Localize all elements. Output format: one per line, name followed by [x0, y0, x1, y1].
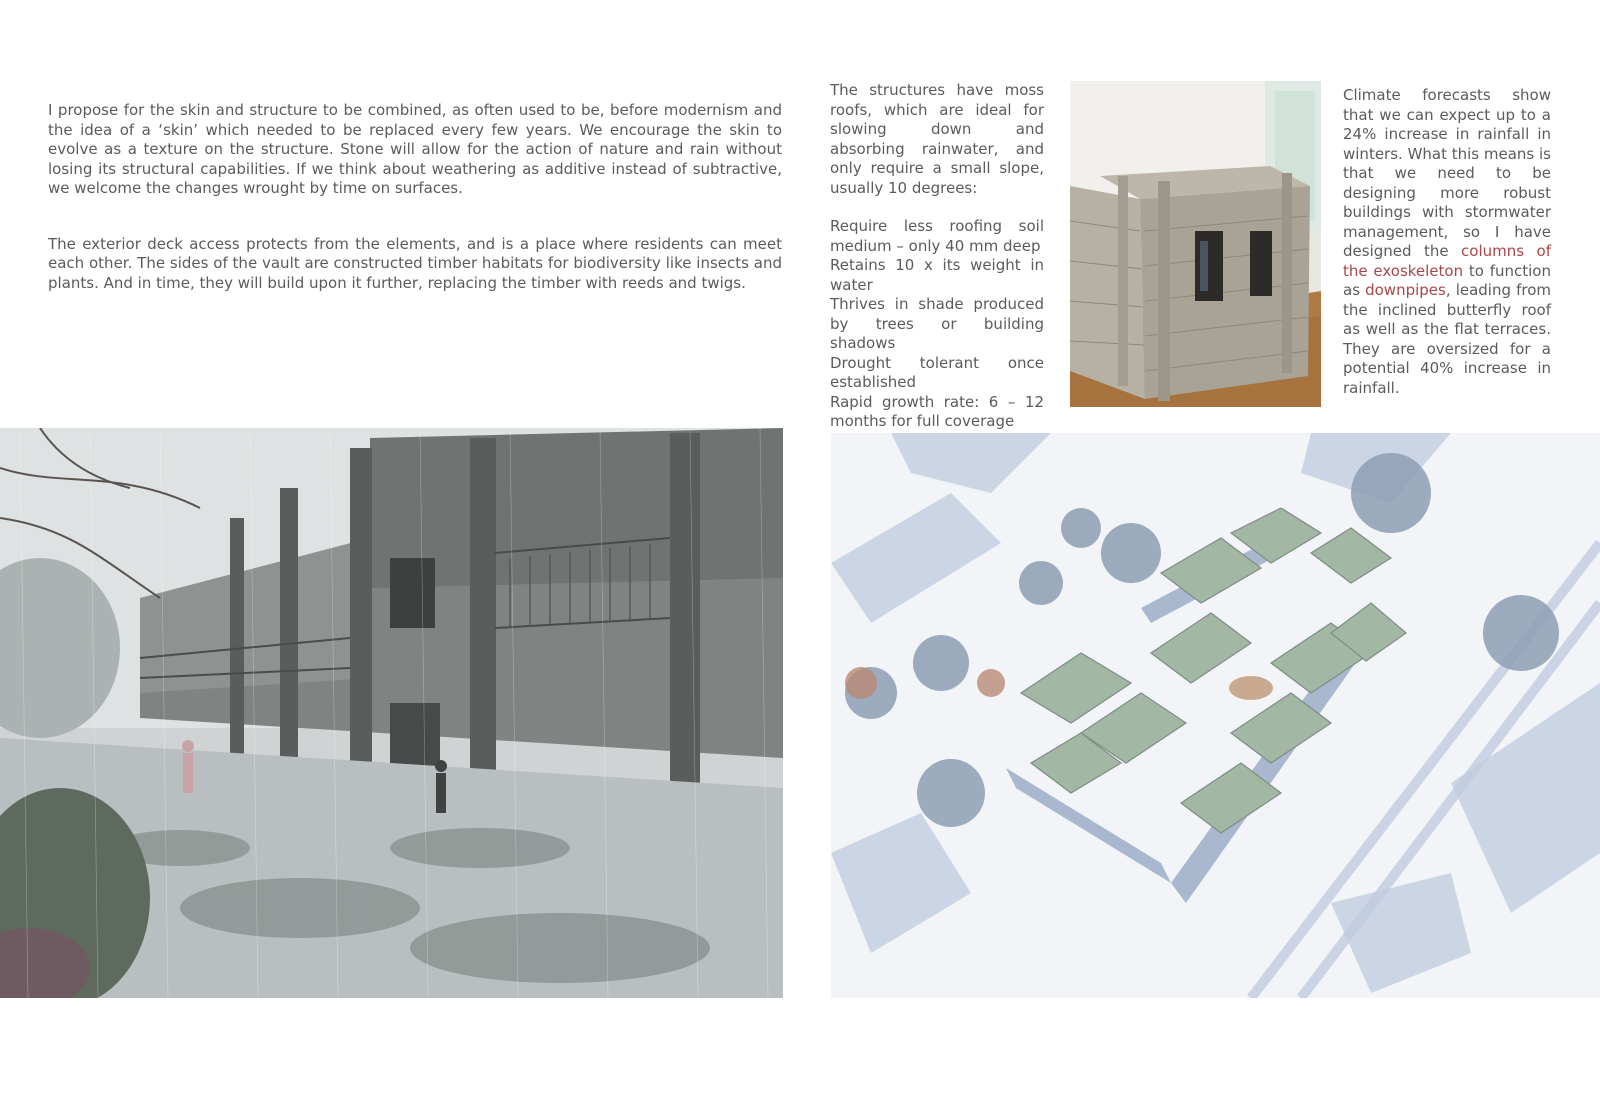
climate-highlight-columns: columns of the exoskeleton: [1343, 242, 1551, 280]
moss-benefit-1: Require less roofing soil medium – only 40 mm deep: [830, 217, 1044, 255]
moss-benefit-5: Rapid growth rate: 6 – 12 months for full coverage: [830, 392, 1044, 430]
rainy-deck-access-render: [0, 428, 783, 998]
intro-text: [48, 101, 782, 293]
moss-roof-text: [830, 81, 1044, 432]
aerial-site-render: [831, 433, 1600, 998]
stone-model-photo: [1070, 81, 1321, 407]
climate-part-1: Climate forecasts show that we can expect up to a 24% increase in rainfall in winters. What this means is that we need to be designing more robust buildings with stormwater management, so I have designed the: [1343, 86, 1551, 260]
moss-benefit-3: Thrives in shade produced by trees or building shadows: [830, 295, 1044, 352]
intro-paragraph-1: I propose for the skin and structure to be combined, as often used to be, before modernism and the idea of a ‘skin’ which needed to be replaced every few years. We encourage the skin to evolve as a texture on the structure. Stone will allow for the action of nature and rain without losing its structural capabilities. If we think about weathering as additive instead of subtractive, we welcome the changes wrought by time on surfaces.: [48, 101, 782, 197]
intro-paragraph-2: The exterior deck access protects from the elements, and is a place where residents can meet each other. The sides of the vault are constructed timber habitats for biodiversity like insects and plants. And in time, they will build upon it further, replacing the timber with reeds and twigs.: [48, 234, 782, 292]
moss-benefit-4: Drought tolerant once established: [830, 353, 1044, 391]
moss-benefit-2: Retains 10 x its weight in water: [830, 256, 1044, 294]
climate-part-2: to function as: [1343, 261, 1551, 299]
moss-intro: The structures have moss roofs, which are ideal for slowing down and absorbing rainwater, and only require a small slope, usually 10 degrees:: [830, 81, 1044, 197]
climate-part-3: , leading from the inclined butterfly roof as well as the flat terraces. They are oversized for a potential 40% increase in rainfall.: [1343, 281, 1551, 397]
climate-highlight-downpipes: downpipes: [1365, 281, 1446, 299]
climate-text: [1343, 86, 1551, 398]
